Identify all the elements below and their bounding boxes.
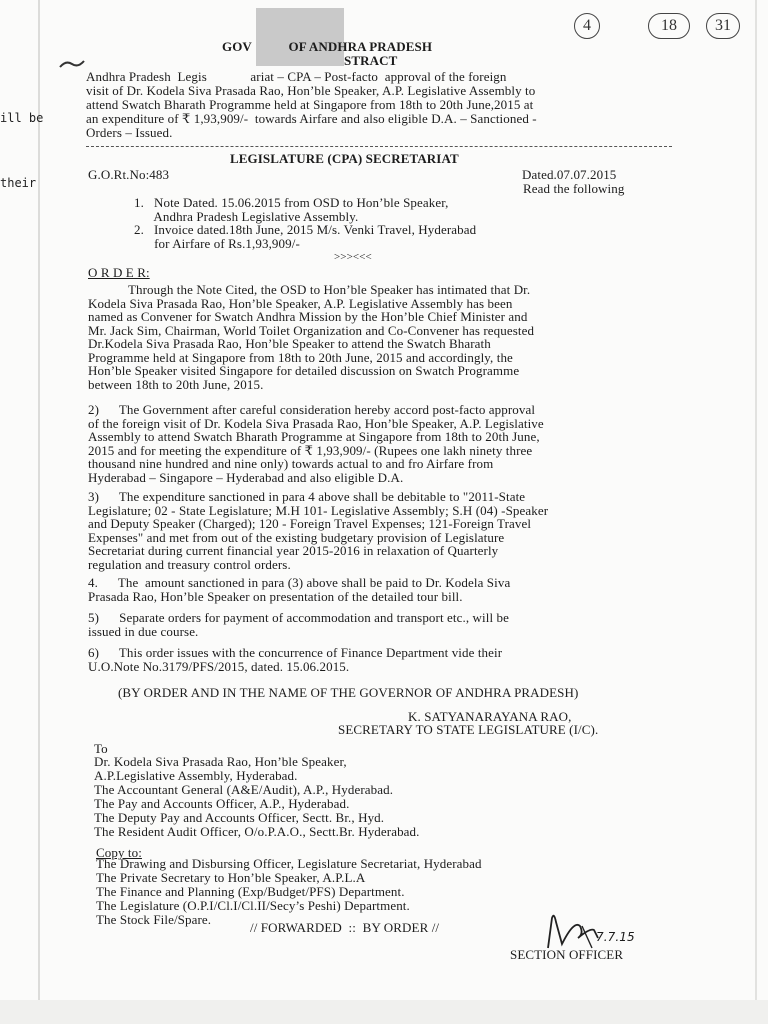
signature-date: 7.7.15 (596, 930, 635, 944)
redaction-patch (256, 8, 344, 66)
copy-line: The Finance and Planning (Exp/Budget/PFS) Department. (96, 884, 405, 899)
order-label: O R D E R: (88, 265, 150, 280)
signatory-title: SECRETARY TO STATE LEGISLATURE (I/C). (338, 722, 599, 737)
paragraph-3-line: Legislature; 02 - State Legislature; M.H 101- Legislative Assembly; S.H (04) -Speaker (88, 502, 549, 518)
department-title: LEGISLATURE (CPA) SECRETARIAT (230, 151, 459, 166)
left-fold-line (38, 0, 40, 1000)
paragraph-1-line: Kodela Siva Prasada Rao, Hon’ble Speaker, A.P. Legislative Assembly has been (88, 295, 513, 311)
paragraph-6-line: 6) This order issues with the concurrence of Finance Department vide their (88, 645, 503, 660)
addressee-line: The Resident Audit Officer, O/o.P.A.O., Sectt.Br. Hyderabad. (94, 824, 420, 839)
paragraph-2-line: Hyderabad – Singapore – Hyderabad and also eligible D.A. (88, 469, 404, 485)
paragraph-1-line: Mr. Jack Sim, Chairman, World Toilet Organization and Co-Convener has requested (88, 322, 535, 338)
paragraph-4-line: Prasada Rao, Hon’ble Speaker on presentation of the detailed tour bill. (88, 588, 463, 604)
paragraph-3-line: and Deputy Speaker (Charged); 120 - Foreign Travel Expenses; 121-Foreign Travel (88, 516, 532, 531)
addressee-line: The Accountant General (A&E/Audit), A.P., Hyderabad. (94, 782, 394, 797)
section-officer-label: SECTION OFFICER (510, 947, 624, 962)
paragraph-3-line: Expenses" and met from out of the existing budgetary provision of Legislature (88, 529, 505, 545)
paragraph-2-line: of the foreign visit of Dr. Kodela Siva Prasada Rao, Hon’ble Speaker, A.P. Legislative (88, 415, 544, 431)
copy-line: The Private Secretary to Hon’ble Speaker, A.P.L.A (96, 870, 366, 885)
paragraph-6-line: U.O.Note No.3179/PFS/2015, dated. 15.06.2015. (88, 658, 350, 674)
paragraph-2-line: thousand nine hundred and nine only) towards actual to and fro Airfare from (88, 456, 494, 471)
paragraph-1-line: Through the Note Cited, the OSD to Hon’ble Speaker has intimated that Dr. (88, 282, 531, 297)
margin-bleed-text-2: their (0, 176, 37, 190)
abstract-line: Andhra Pradesh Legis ariat – CPA – Post-facto approval of the foreign (86, 69, 507, 84)
addressee-line: Dr. Kodela Siva Prasada Rao, Hon’ble Speaker, (94, 754, 347, 769)
abstract-line: Orders – Issued. (86, 125, 173, 140)
copy-line: The Stock File/Spare. (96, 912, 212, 927)
addressee-line: The Deputy Pay and Accounts Officer, Sectt. Br., Hyd. (94, 810, 385, 825)
paragraph-4-line: 4. The amount sanctioned in para (3) above shall be paid to Dr. Kodela Siva (88, 575, 511, 590)
addressee-line: A.P.Legislative Assembly, Hyderabad. (94, 768, 298, 783)
abstract-line: attend Swatch Bharath Programme held at Singapore from 18th to 20th June,2015 at (86, 97, 534, 112)
copy-line: The Legislature (O.P.I/Cl.I/Cl.II/Secy’s Peshi) Department. (96, 898, 410, 913)
paragraph-1-line: Programme held at Singapore from 18th to 20th June, 2015 and accordingly, the (88, 349, 513, 365)
margin-bleed-text-1: ill be (0, 111, 44, 125)
read-following: Read the following (523, 181, 625, 196)
copy-line: The Drawing and Disbursing Officer, Legislature Secretariat, Hyderabad (96, 856, 482, 871)
paragraph-1-line: named as Convener for Swatch Andhra Mission by the Hon’ble Chief Minister and (88, 309, 528, 324)
by-order-line: (BY ORDER AND IN THE NAME OF THE GOVERNOR OF ANDHRA PRADESH) (118, 685, 579, 700)
paragraph-2-line: Assembly to attend Swatch Bharath Programme at Singapore from 18th to 20th June, (88, 429, 540, 444)
abstract-line: visit of Dr. Kodela Siva Prasada Rao, Hon’ble Speaker, A.P. Legislative Assembly to (86, 83, 536, 98)
references-separator: >>><<< (334, 251, 372, 263)
page-number-circle-2: 18 (648, 13, 690, 39)
forwarded-line: // FORWARDED :: BY ORDER // (250, 920, 440, 935)
addressee-line: The Pay and Accounts Officer, A.P., Hyderabad. (94, 796, 350, 811)
paragraph-1-line: Hon’ble Speaker visited Singapore for detailed discussion on Swatch Programme (88, 363, 520, 378)
paragraph-2-line: 2) The Government after careful consideration hereby accord post-facto approval (88, 402, 536, 417)
paragraph-3-line: 3) The expenditure sanctioned in para 4 above shall be debitable to "2011-State (88, 489, 526, 504)
go-number: G.O.Rt.No:483 (88, 167, 170, 182)
copy-label: Copy to: (96, 845, 142, 860)
page-number-circle-3: 31 (706, 13, 740, 39)
signatory-name: K. SATYANARAYANA RAO, (408, 709, 572, 724)
order-date: Dated.07.07.2015 (522, 167, 617, 182)
reference-line: for Airfare of Rs.1,93,909/- (134, 235, 300, 251)
paragraph-1-line: between 18th to 20th June, 2015. (88, 376, 264, 392)
to-label: To (94, 741, 108, 756)
heading-line-1: GOV OF ANDHRA PRADESH (222, 39, 433, 54)
abstract-line: an expenditure of ₹ 1,93,909/- towards Airfare and also eligible D.A. – Sanctioned - (86, 111, 537, 126)
heading-line-2: STRACT (344, 53, 398, 68)
reference-line: 1. Note Dated. 15.06.2015 from OSD to Hon’ble Speaker, (134, 195, 449, 210)
paragraph-3-line: regulation and treasury control orders. (88, 556, 291, 572)
right-page-edge (755, 0, 757, 1000)
separator-line (86, 146, 672, 147)
paragraph-5-line: issued in due course. (88, 623, 199, 639)
paragraph-3-line: Secretariat during current financial year 2015-2016 in relaxation of Quarterly (88, 543, 499, 558)
reference-line: 2. Invoice dated.18th June, 2015 M/s. Venki Travel, Hyderabad (134, 222, 477, 237)
paragraph-5-line: 5) Separate orders for payment of accommodation and transport etc., will be (88, 610, 509, 625)
scan-bottom-band (0, 1000, 768, 1024)
reference-line: Andhra Pradesh Legislative Assembly. (134, 208, 359, 224)
pen-mark (58, 58, 86, 70)
paragraph-1-line: Dr.Kodela Siva Prasada Rao, Hon’ble Speaker to attend the Swatch Bharath (88, 336, 491, 351)
page-number-circle-1: 4 (574, 13, 600, 39)
paragraph-2-line: 2015 and for meeting the expenditure of ₹ 1,93,909/- (Rupees one lakh ninety three (88, 442, 533, 458)
